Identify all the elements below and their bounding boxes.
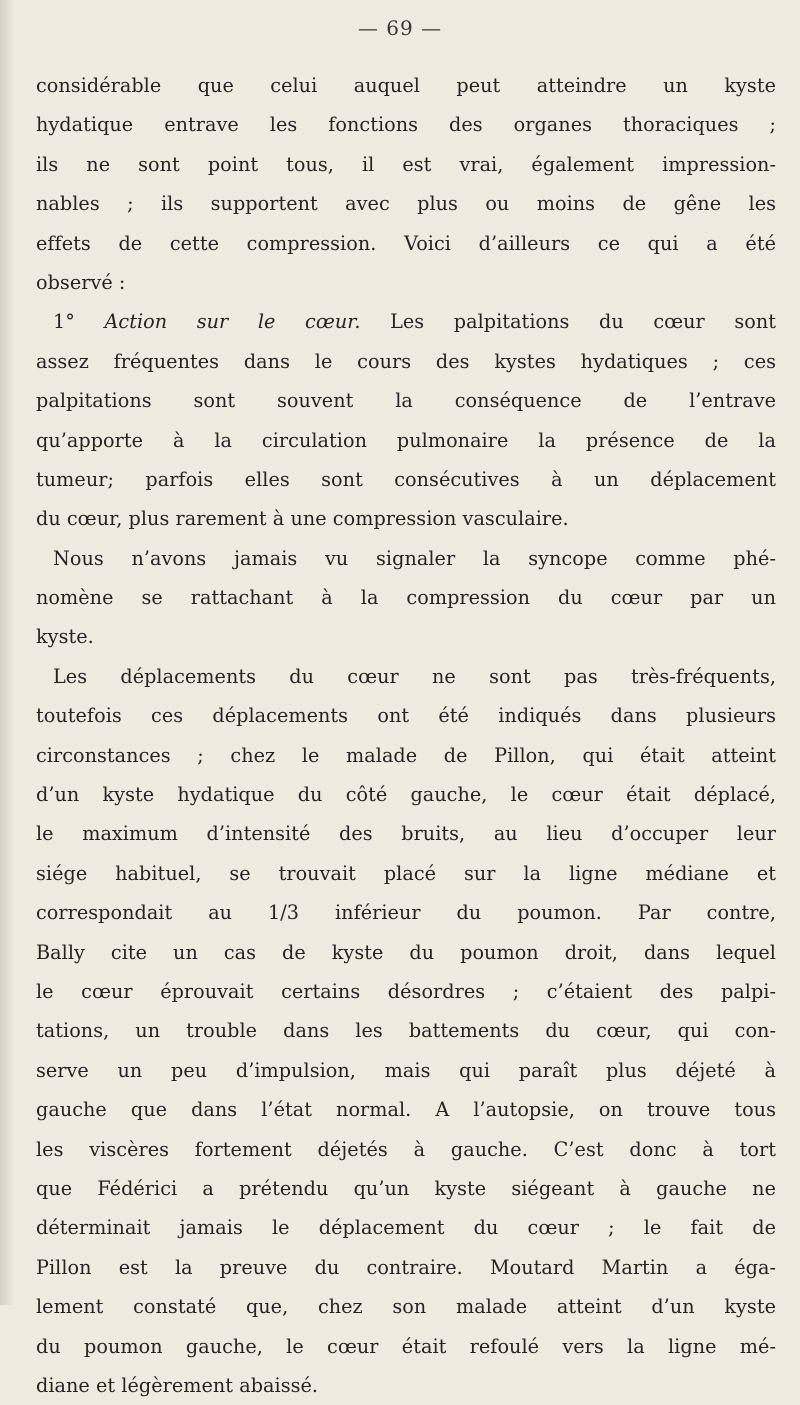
text-line: du poumon gauche, le cœur était refoulé vers la ligne mé- [36,1334,776,1358]
text-line: déterminait jamais le déplacement du cœur ; le fait de [36,1216,776,1240]
text-line: correspondait au 1/3 inférieur du poumon. Par contre, [36,901,776,925]
body-text [36,66,776,1405]
text-line: le cœur éprouvait certains désordres ; c’étaient des palpi- [36,979,776,1003]
text-line: observé : [36,270,126,294]
text-line: considérable que celui auquel peut atteindre un kyste [36,74,776,97]
section-lead-text: Les palpitations du cœur sont [390,310,777,334]
text-line: ils ne sont point tous, il est vrai, également impression- [36,152,776,176]
text-line: siége habituel, se trouvait placé sur la ligne médiane et [36,861,776,885]
section-numeral: 1° [53,310,75,334]
text-line: tumeur; parfois elles sont consécutives à un déplacement [36,467,776,491]
text-line: les viscères fortement déjetés à gauche. C’est donc à tort [36,1137,776,1161]
text-line: d’un kyste hydatique du côté gauche, le cœur était déplacé, [36,783,776,807]
text-line: hydatique entrave les fonctions des organes thoraciques ; [36,113,776,137]
text-line: nomène se rattachant à la compression du cœur par un [36,586,776,610]
text-line: gauche que dans l’état normal. A l’autopsie, on trouve tous [36,1098,776,1122]
text-line: Bally cite un cas de kyste du poumon droit, dans lequel [36,940,776,964]
text-line: assez fréquentes dans le cours des kystes hydatiques ; ces [36,349,776,373]
section-title: Action sur le cœur. [104,310,361,334]
text-line: kyste. [36,625,94,649]
text-line: serve un peu d’impulsion, mais qui paraît plus déjeté à [36,1058,776,1082]
text-line: du cœur, plus rarement à une compression vasculaire. [36,507,569,531]
text-line: palpitations sont souvent la conséquence de l’entrave [36,389,776,413]
text-line: circonstances ; chez le malade de Pillon, qui était atteint [36,743,776,767]
text-line: lement constaté que, chez son malade atteint d’un kyste [36,1295,776,1319]
section-heading-line [36,302,776,341]
text-line: Pillon est la preuve du contraire. Moutard Martin a éga- [36,1255,776,1279]
text-line: toutefois ces déplacements ont été indiqués dans plusieurs [36,704,776,728]
text-line: que Fédérici a prétendu qu’un kyste siégeant à gauche ne [36,1176,776,1200]
text-line: Les déplacements du cœur ne sont pas très-fréquents, [53,664,776,688]
text-line: effets de cette compression. Voici d’ailleurs ce qui a été [36,231,776,255]
text-line: qu’apporte à la circulation pulmonaire la présence de la [36,428,776,452]
text-line: nables ; ils supportent avec plus ou moins de gêne les [36,192,776,216]
text-line: diane et légèrement abaissé. [36,1373,319,1397]
page-number: — 69 — [357,16,443,40]
page-gutter-shadow [0,0,14,1305]
text-line: Nous n’avons jamais vu signaler la syncope comme phé- [53,546,776,570]
text-line: le maximum d’intensité des bruits, au lieu d’occuper leur [36,822,776,846]
text-line: tations, un trouble dans les battements du cœur, qui con- [36,1019,776,1043]
